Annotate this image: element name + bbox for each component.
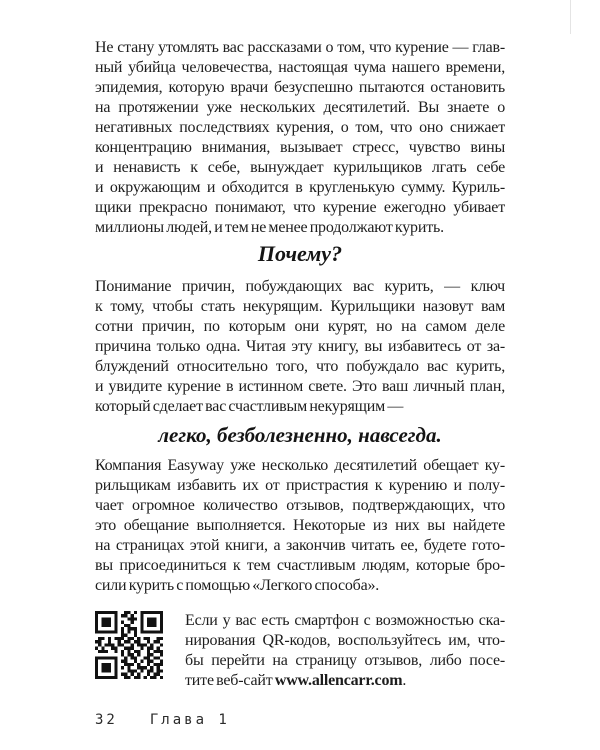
text-line: щики прекрасно понимают, что курение ежегодно убивает: [95, 199, 505, 216]
text-line: Понимание причин, побуждающих вас курить, — ключ: [95, 278, 505, 295]
section-heading-why: Почему?: [257, 241, 343, 266]
text-line: бы перейти на страницу отзывов, либо посе-: [185, 652, 505, 669]
paragraph-2: [95, 277, 505, 417]
text-line: [185, 671, 505, 691]
text-line: ный убийца человечества, настоящая чума нашего времени,: [95, 59, 505, 76]
text-line: вы присоединиться к тем счастливым людям, которые бро-: [95, 557, 505, 574]
scan-artifact: [570, 0, 571, 34]
text-line: эпидемия, которую врачи безуспешно пытаются остановить: [95, 79, 505, 96]
text-line: это обещание выполняется. Некоторые из них вы найдете: [95, 517, 505, 534]
paragraph-3: [95, 456, 505, 596]
text-line: негативных последствиях курения, о том, что оно снижает: [95, 119, 505, 136]
qr-note-section: [95, 611, 505, 691]
section-heading-slogan: легко, безболезненно, навсегда.: [158, 423, 442, 447]
text-line: и увидите курение в истинном свете. Это ваш личный план,: [95, 378, 505, 395]
text-line: и окружающим и обходится в кругленькую сумму. Куриль-: [95, 179, 505, 196]
text-line: рильщикам избавить их от пристрастия к курению и полу-: [95, 477, 505, 494]
text-line: который сделает вас счастливым некурящим —: [95, 398, 404, 415]
text-line: на страницах этой книги, а закончив читать ее, будете гото-: [95, 537, 505, 554]
paragraph-1: [95, 38, 505, 238]
text-line: на протяжении уже нескольких десятилетий. Вы знаете о: [95, 99, 505, 116]
text-line: чает огромное количество отзывов, подтверждающих, что: [95, 497, 505, 514]
text-line: и ненависть к себе, вынуждает курильщиков лгать себе: [95, 159, 505, 176]
qr-note-text: [185, 611, 505, 691]
text-line: причина только одна. Читая эту книгу, вы избавитесь от за-: [95, 338, 505, 355]
text-line: нирования QR-кодов, воспользуйтесь им, что-: [185, 632, 505, 649]
text-line: миллионы людей, и тем не менее продолжают курить.: [95, 219, 444, 236]
page-content: [95, 38, 505, 691]
text-line: сотни причин, по которым они курят, но на самом деле: [95, 318, 505, 335]
text-line: Компания Easyway уже несколько десятилетий обещает ку-: [95, 457, 505, 474]
qr-note-last-prefix: тите веб-сайт: [185, 672, 275, 689]
text-line: блуждений относительно того, что побуждало вас курить,: [95, 358, 505, 375]
text-line: Не стану утомлять вас рассказами о том, что курение — глав-: [95, 39, 505, 56]
text-line: Если у вас есть смартфон с возможностью ска-: [185, 612, 505, 629]
text-line: к тому, чтобы стать некурящим. Курильщики назовут вам: [95, 298, 505, 315]
chapter-label: Глава 1: [149, 712, 230, 728]
page-footer: [95, 712, 230, 728]
qr-note-last-suffix: .: [402, 672, 407, 689]
website-url: www.allencarr.com: [274, 672, 403, 689]
qr-code-icon: [95, 611, 163, 679]
text-line: концентрацию внимания, вызывает стресс, чувство вины: [95, 139, 505, 156]
text-line: сили курить с помощью «Легкого способа».: [95, 577, 380, 594]
page-number: 32: [95, 712, 118, 728]
